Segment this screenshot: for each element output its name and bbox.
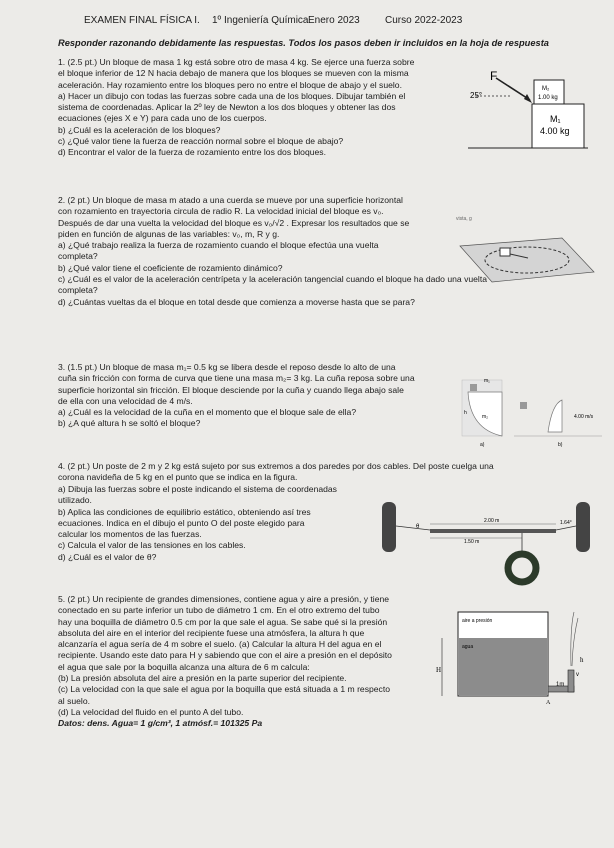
svg-text:b): b) — [558, 442, 563, 448]
svg-text:h: h — [580, 656, 584, 664]
svg-text:M₁: M₁ — [550, 114, 561, 124]
svg-text:aire a presión: aire a presión — [462, 618, 493, 624]
degree-label: 1º Ingeniería Química — [212, 15, 309, 26]
data-line: Datos: dens. Agua= 1 g/cm³, 1 atmósf.= 101325 Pa — [58, 718, 263, 729]
question-2-continued: c) ¿Cuál es el valor de la aceleración centrípeta y la aceleración tangencial cuando el bloque ha dado una vuelta completa? d) ¿Cuántas vueltas da el bloque en total desde que comienza a moverse hasta que se para? — [58, 274, 488, 307]
question-4-continued: a) Dibuja las fuerzas sobre el poste indicando el sistema de coordenadas utilizado. b) Aplica las condiciones de equilibrio estático, obteniendo así tres ecuaciones. Indica en el dibujo el punto O del poste elegido para calcular los momentos de las fuerzas. c) Calcula el valor de las tensiones en los cables. d) ¿Cuál es el valor de θ? — [58, 484, 337, 562]
course-label: Curso 2022-2023 — [385, 15, 463, 26]
q3-figure — [462, 374, 602, 454]
svg-text:1.50 m: 1.50 m — [464, 539, 480, 545]
force-label: F — [490, 69, 498, 83]
svg-text:2.00 m: 2.00 m — [484, 518, 500, 524]
svg-text:v: v — [576, 672, 579, 678]
svg-text:1m: 1m — [556, 682, 565, 688]
svg-text:m₂: m₂ — [482, 414, 489, 420]
exam-title: EXAMEN FINAL FÍSICA I. — [84, 15, 200, 26]
svg-text:a): a) — [480, 442, 485, 448]
svg-text:4.00 kg: 4.00 kg — [540, 126, 570, 136]
q5-figure — [438, 608, 588, 706]
q1-figure — [468, 70, 588, 155]
question-2: 2. (2 pt.) Un bloque de masa m atado a una cuerda se mueve por una superficie horizontal con rozamiento en trayectoria circula de radio R. La velocidad inicial del bloque es v₀. Después de dar una vuelta la velocidad del bloque es v₀/√2 . Expresar los resultados que se piden en función de algunas de las variables: v₀, m, R y g. a) ¿Qué trabajo realiza la fuerza de rozamiento cuando el bloque efectúa una vuelta completa? b) ¿Qué valor tiene el coeficiente de rozamiento dinámico? — [58, 195, 410, 273]
angle-label: 25° — [470, 91, 483, 100]
svg-text:1.00 kg: 1.00 kg — [538, 95, 558, 101]
svg-text:M₂: M₂ — [542, 86, 550, 92]
svg-text:m₁: m₁ — [484, 378, 490, 384]
svg-text:H: H — [436, 666, 442, 674]
question-4: 4. (2 pt.) Un poste de 2 m y 2 kg está sujeto por sus extremos a dos paredes por dos cables. Del poste cuelga una corona navideña de 5 kg en el punto que se indica en la figura. — [58, 461, 494, 483]
q2-figure — [452, 210, 597, 292]
question-5: 5. (2 pt.) Un recipiente de grandes dimensiones, contiene agua y aire a presión, y tiene conectado en su parte inferior un tubo de diámetro 1 cm. En el otro extremo del tubo hay una boquilla de diámetro 0.5 cm por la que sale el agua. Se sabe qué si la presión absoluta del aire en el interior del recipiente fuese una atmósfera, la altura h que alcanzaría el agua sería de 4 m sobre el suelo. (a) Calcular la altura H del agua en el recipiente. Usando este dato para H y sabiendo que con el aire a presión en el depósito el agua que sale por la boquilla alcanza una altura de 6 m calcula: (b) La presión absoluta del aire a presión en la parte superior del recipiente. (c) La velocidad con la que sale el agua por la boquilla que está situada a 1 m respecto al suelo. (d) La velocidad del fluido en el punto A del tubo. Datos: dens. Agua= 1 g/cm³, 1 atmósf.= 101325 Pa — [58, 594, 453, 730]
svg-text:vista, g: vista, g — [456, 216, 472, 222]
svg-text:1.64°: 1.64° — [560, 520, 572, 526]
question-3: 3. (1.5 pt.) Un bloque de masa m₁= 0.5 kg se libera desde el reposo desde lo alto de una cuña sin fricción con forma de curva que tiene una masa m₂= 3 kg. La cuña reposa sobre una superficie horizontal sin fricción. El bloque desciende por la cuña y cuando llega abajo sale de ella con una velocidad de 4 m/s. a) ¿Cuál es la velocidad de la cuña en el momento que el bloque sale de ella? b) ¿A qué altura h se soltó el bloque? — [58, 362, 415, 429]
q4-figure — [380, 498, 602, 588]
svg-text:A: A — [546, 700, 551, 706]
svg-text:agua: agua — [462, 644, 474, 650]
svg-text:4.00 m/s: 4.00 m/s — [574, 414, 594, 420]
svg-text:θ: θ — [416, 524, 420, 530]
instructions: Responder razonando debidamente las respuestas. Todos los pasos deben ir incluidos en la hoja de respuesta — [58, 38, 549, 48]
date-label: Enero 2023 — [308, 15, 360, 26]
question-1: 1. (2.5 pt.) Un bloque de masa 1 kg está sobre otro de masa 4 kg. Se ejerce una fuerza sobre el bloque inferior de 12 N hacia debajo de manera que los bloques se mueven con la misma aceleración. Hay rozamiento entre los bloques pero no entre el bloque de abajo y el suelo. a) Hacer un dibujo con todas las fuerzas sobre cada una de los bloques. Dibujar también el sistema de coordenadas. Aplicar la 2º ley de Newton a los dos bloques y obtener las dos ecuaciones (ejes X e Y) para cada uno de los cuerpos. b) ¿Cuál es la aceleración de los bloques? c) ¿Qué valor tiene la fuerza de reacción normal sobre el bloque de abajo? d) Encontrar el valor de la fuerza de rozamiento entre los dos bloques. — [58, 57, 415, 158]
svg-text:h: h — [464, 410, 467, 416]
